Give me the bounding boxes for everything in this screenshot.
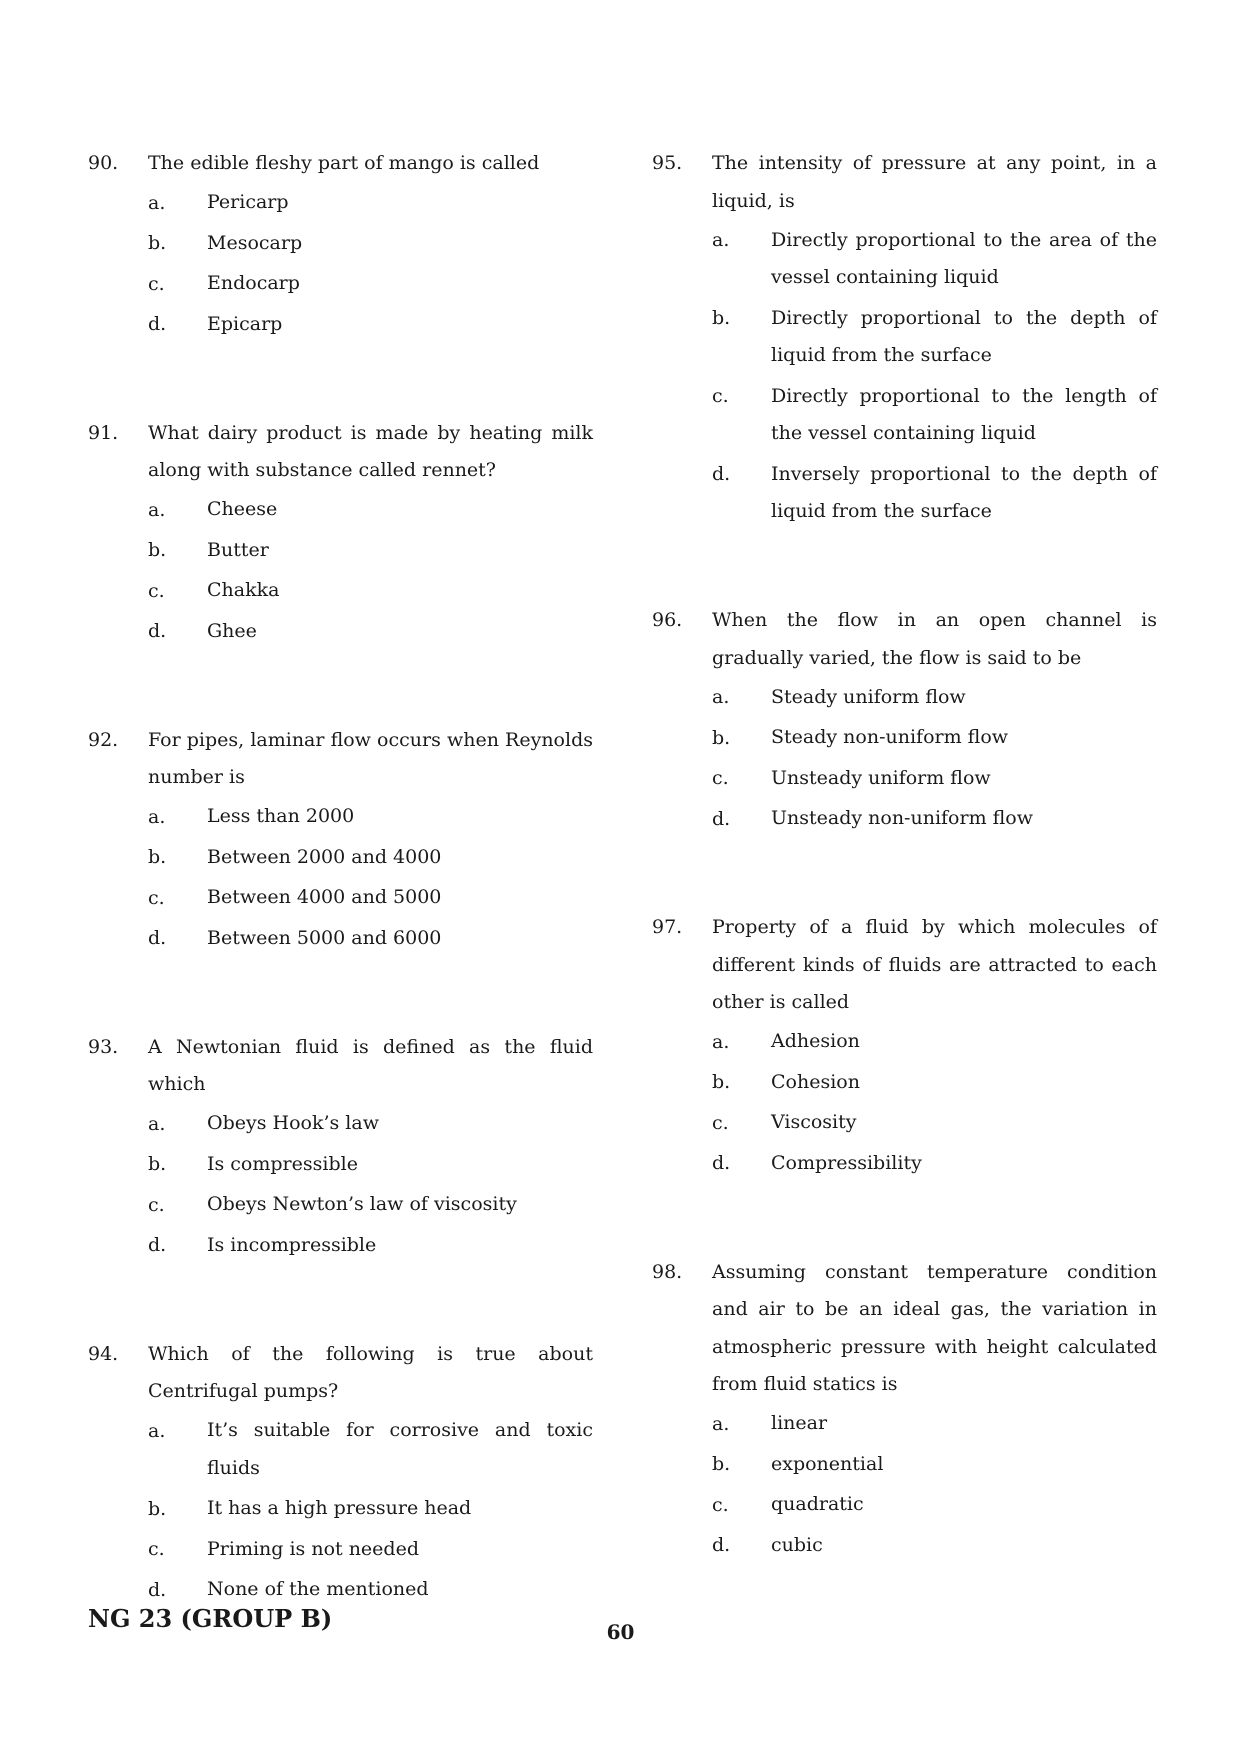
question-94 — [88, 1336, 593, 1611]
option-text: Unsteady uniform flow — [771, 766, 991, 789]
option-letter: c. — [148, 1193, 165, 1216]
option-b — [712, 1444, 1157, 1485]
option-c — [712, 1103, 1157, 1144]
page-number: 60 — [606, 1620, 635, 1644]
option-text: Cohesion — [771, 1070, 860, 1093]
option-text: Viscosity — [771, 1111, 857, 1133]
option-text: None of the mentioned — [207, 1578, 429, 1600]
option-c — [148, 571, 593, 612]
option-text: cubic — [771, 1533, 823, 1556]
option-letter: d. — [148, 1578, 167, 1601]
option-b — [712, 1062, 1157, 1103]
question-text: The intensity of pressure at any point, in a liquid, is — [712, 152, 1157, 212]
question-text: Which of the following is true about Centrifugal pumps? — [148, 1342, 593, 1402]
option-a — [712, 1404, 1157, 1445]
option-a — [148, 490, 593, 531]
option-b — [148, 223, 593, 264]
question-90 — [88, 145, 593, 345]
option-c — [712, 376, 1157, 454]
option-letter: b. — [148, 1153, 167, 1175]
option-d — [148, 611, 593, 652]
option-text: Chakka — [207, 579, 280, 601]
option-b — [148, 837, 593, 878]
option-letter: d. — [148, 1234, 167, 1256]
option-letter: b. — [148, 1497, 167, 1520]
option-letter: b. — [712, 1071, 731, 1093]
question-number: 95. — [652, 152, 683, 174]
option-d — [148, 1225, 593, 1266]
option-letter: a. — [148, 498, 166, 521]
option-b — [148, 530, 593, 571]
option-d — [712, 1525, 1157, 1566]
option-c — [148, 878, 593, 919]
option-text: Obeys Newton’s law of viscosity — [207, 1193, 517, 1215]
option-letter: a. — [712, 686, 730, 708]
question-text: A Newtonian fluid is defined as the fluid which — [148, 1035, 593, 1095]
paper-code: NG 23 (GROUP B) — [88, 1604, 333, 1633]
option-letter: d. — [712, 463, 731, 485]
option-text: Is compressible — [207, 1152, 358, 1175]
question-96 — [652, 602, 1157, 839]
option-letter: d. — [148, 927, 167, 949]
option-text: Mesocarp — [207, 231, 303, 254]
question-number: 90. — [88, 152, 119, 174]
option-a — [148, 1411, 593, 1489]
question-93 — [88, 1029, 593, 1266]
option-letter: c. — [148, 1538, 165, 1560]
question-text: The edible fleshy part of mango is called — [148, 152, 540, 174]
option-text: Directly proportional to the area of the vessel containing liquid — [771, 228, 1157, 288]
option-b — [712, 718, 1157, 759]
option-letter: d. — [712, 1152, 731, 1174]
option-letter: c. — [148, 886, 165, 909]
option-text: Pericarp — [207, 191, 289, 213]
question-98 — [652, 1254, 1157, 1566]
option-text: Directly proportional to the depth of liquid from the surface — [771, 306, 1157, 366]
option-text: Cheese — [207, 498, 278, 520]
option-text: It’s suitable for corrosive and toxic fluids — [207, 1419, 593, 1479]
option-text: Compressibility — [771, 1151, 922, 1174]
option-text: Inversely proportional to the depth of liquid from the surface — [771, 462, 1157, 522]
option-text: Adhesion — [771, 1030, 860, 1052]
option-letter: c. — [712, 1111, 729, 1134]
option-text: Between 2000 and 4000 — [207, 845, 442, 868]
option-letter: b. — [148, 539, 167, 561]
question-text: When the flow in an open channel is gradually varied, the flow is said to be — [712, 609, 1157, 669]
option-letter: b. — [712, 726, 731, 749]
option-text: Ghee — [207, 619, 257, 642]
option-letter: c. — [148, 272, 165, 295]
option-letter: d. — [712, 807, 731, 830]
question-number: 92. — [88, 728, 119, 751]
question-text: Property of a fluid by which molecules of different kinds of fluids are attracted to each other is called — [712, 916, 1157, 1013]
question-97 — [652, 909, 1157, 1184]
right-column — [652, 145, 1157, 1566]
option-letter: d. — [148, 620, 167, 642]
question-91 — [88, 415, 593, 652]
option-c — [148, 1529, 593, 1570]
option-letter: b. — [148, 232, 167, 254]
option-text: Endocarp — [207, 272, 300, 294]
option-letter: a. — [148, 191, 166, 214]
option-a — [712, 1022, 1157, 1063]
question-92 — [88, 722, 593, 959]
option-b — [712, 298, 1157, 376]
option-letter: b. — [712, 307, 731, 329]
option-letter: a. — [148, 805, 166, 828]
left-column — [88, 145, 593, 1610]
option-text: Between 4000 and 5000 — [207, 886, 442, 908]
option-d — [712, 1143, 1157, 1184]
option-text: It has a high pressure head — [207, 1497, 472, 1519]
option-d — [712, 454, 1157, 532]
question-number: 98. — [652, 1260, 683, 1283]
option-letter: b. — [712, 1453, 731, 1475]
question-number: 91. — [88, 421, 119, 444]
option-text: Between 5000 and 6000 — [207, 926, 442, 949]
option-c — [148, 1185, 593, 1226]
option-b — [148, 1489, 593, 1530]
option-letter: b. — [148, 846, 167, 868]
question-text: For pipes, laminar flow occurs when Reynolds number is — [148, 728, 593, 788]
option-letter: d. — [712, 1534, 731, 1556]
option-letter: c. — [148, 579, 165, 602]
option-letter: a. — [148, 1419, 166, 1442]
option-letter: a. — [148, 1112, 166, 1135]
option-d — [148, 918, 593, 959]
question-number: 94. — [88, 1342, 119, 1365]
option-letter: a. — [712, 1412, 730, 1435]
option-text: quadratic — [771, 1493, 864, 1515]
option-letter: a. — [712, 1030, 730, 1053]
option-b — [148, 1144, 593, 1185]
option-letter: c. — [712, 1493, 729, 1516]
option-letter: a. — [712, 229, 730, 251]
option-d — [148, 304, 593, 345]
option-text: exponential — [771, 1452, 884, 1475]
option-text: linear — [771, 1412, 828, 1434]
option-a — [712, 220, 1157, 298]
option-text: Less than 2000 — [207, 805, 355, 827]
option-a — [148, 797, 593, 838]
option-text: Priming is not needed — [207, 1537, 419, 1560]
option-a — [148, 1104, 593, 1145]
question-text: What dairy product is made by heating milk along with substance called rennet? — [148, 421, 593, 481]
option-text: Unsteady non-uniform flow — [771, 807, 1034, 829]
option-letter: d. — [148, 313, 167, 335]
option-a — [712, 677, 1157, 718]
option-text: Butter — [207, 538, 269, 561]
option-text: Obeys Hook’s law — [207, 1112, 379, 1134]
option-text: Directly proportional to the length of the vessel containing liquid — [771, 384, 1157, 444]
question-number: 97. — [652, 916, 683, 938]
option-d — [712, 799, 1157, 840]
option-a — [148, 183, 593, 224]
question-95 — [652, 145, 1157, 532]
option-c — [712, 758, 1157, 799]
option-text: Epicarp — [207, 312, 283, 335]
option-c — [712, 1485, 1157, 1526]
option-c — [148, 264, 593, 305]
option-letter: c. — [712, 385, 729, 407]
question-number: 96. — [652, 609, 683, 631]
option-text: Steady non-uniform flow — [771, 726, 1009, 748]
option-text: Steady uniform flow — [771, 685, 966, 708]
option-letter: c. — [712, 767, 729, 789]
question-number: 93. — [88, 1035, 119, 1058]
question-text: Assuming constant temperature condition and air to be an ideal gas, the variation in atmospheric pressure with height calculated from fluid statics is — [712, 1260, 1157, 1395]
option-text: Is incompressible — [207, 1233, 377, 1256]
